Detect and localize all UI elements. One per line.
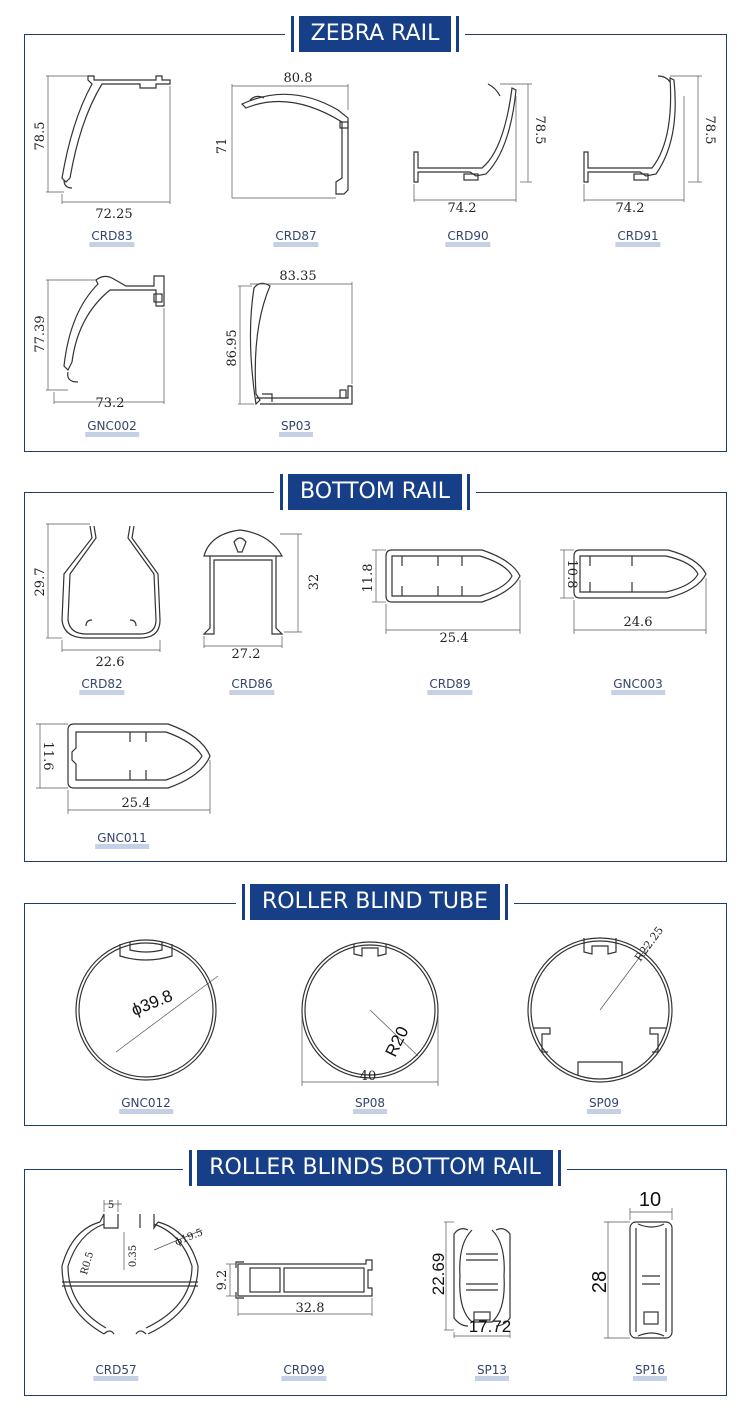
profile-sp16-drawing [590,1184,700,1344]
profile-gnc011 [32,714,222,824]
section-title: BOTTOM RAIL [288,474,462,510]
profile-sp13 [420,1214,540,1344]
profile-gnc003-drawing [550,540,720,650]
profile-label: SP09 [587,1097,621,1114]
section-title: ROLLER BLINDS BOTTOM RAIL [197,1150,552,1186]
profile-gnc012-drawing [70,930,230,1090]
profile-sp08 [296,930,456,1090]
dim-height: 78.5 [532,115,547,145]
profile-crd57-drawing [48,1196,218,1346]
dim-width: 80.8 [283,71,313,86]
dim-width: 74.2 [615,201,645,216]
dim-width: 22.6 [95,655,125,670]
dim-width: 32.8 [295,1301,325,1316]
profile-crd86-drawing [190,516,350,676]
profile-gnc012 [70,930,230,1090]
profile-label: GNC012 [119,1097,173,1114]
dim-width: 72.25 [95,207,133,222]
profile-crd89-drawing [362,540,532,650]
section-title-wrap [0,884,750,920]
dim-width: 74.2 [447,201,477,216]
section-title: ROLLER BLIND TUBE [250,884,500,920]
dim-height: 11.8 [361,563,376,593]
dim-width: 10 [638,1189,662,1211]
dim-width: 27.2 [231,647,261,662]
section-title-wrap [0,474,750,510]
profile-label: SP08 [353,1097,387,1114]
dim-height: 22.69 [429,1252,448,1296]
dim-width: 40 [359,1069,377,1084]
profile-gnc011-drawing [32,714,222,824]
section-title: ZEBRA RAIL [299,16,452,52]
profile-label: CRD90 [445,230,490,247]
profile-label: CRD91 [615,230,660,247]
profile-gnc002-drawing [28,266,188,416]
dim-diameter: ϕ19.5 [173,1227,205,1249]
dim-height: 10.8 [564,559,579,589]
dim-height: 77.39 [33,315,48,353]
profile-crd91 [570,70,730,230]
dim-height: 9.2 [215,1269,230,1291]
profile-crd86 [190,516,350,676]
profile-label: CRD87 [273,230,318,247]
profile-sp16 [590,1184,700,1344]
dim-height: 29.7 [33,567,48,597]
profile-label: GNC002 [85,420,139,437]
profile-label: CRD86 [229,678,274,695]
dim-height: 78.5 [33,121,48,151]
profile-sp08-drawing [296,930,456,1090]
profile-crd83-drawing [28,70,188,230]
profile-label: SP13 [475,1364,509,1381]
dim-radius: R20 [381,1023,413,1060]
profile-gnc003 [550,540,720,650]
profile-sp03 [220,268,370,418]
dim-height: 71 [215,137,230,155]
profile-crd90 [400,70,560,230]
dim-height: 78.5 [702,115,717,145]
dim-width: 25.4 [121,796,151,811]
profile-crd89 [362,540,532,650]
dim-height: 11.6 [40,741,55,771]
profile-gnc002 [28,266,188,416]
section-title-wrap [0,16,750,52]
profile-label: SP16 [633,1364,667,1381]
profile-label: GNC011 [95,832,149,849]
profile-crd91-drawing [570,70,730,230]
profile-label: CRD83 [89,230,134,247]
dim-height: 32 [307,573,322,591]
dim-width: 24.6 [623,615,653,630]
dim-width: 17.72 [468,1317,512,1336]
profile-crd87-drawing [210,70,370,230]
dim-slot: 5 [107,1200,115,1211]
profile-label: SP03 [279,420,313,437]
section-title-wrap [0,1150,750,1186]
profile-sp09-drawing [520,924,690,1094]
profile-sp13-drawing [420,1214,540,1344]
profile-label: CRD99 [281,1364,326,1381]
dim-width: 73.2 [95,396,125,411]
dim-radius: R22.25 [632,924,667,964]
profile-crd99 [216,1240,386,1330]
profile-label: GNC003 [611,678,665,695]
profile-crd83 [28,70,188,230]
dim-thickness: 0.35 [128,1244,139,1268]
profile-crd82 [28,516,188,676]
profile-crd90-drawing [400,70,560,230]
profile-sp09 [520,924,690,1094]
dim-width: 25.4 [439,631,469,646]
dim-width: 83.35 [279,269,317,284]
profile-crd57 [48,1196,218,1346]
profile-crd99-drawing [216,1240,386,1330]
dim-height: 28 [589,1270,611,1294]
dim-radius: R0.5 [79,1250,97,1277]
profile-label: CRD82 [79,678,124,695]
dim-height: 86.95 [225,329,240,367]
profile-crd82-drawing [28,516,188,676]
profile-label: CRD89 [427,678,472,695]
profile-crd87 [210,70,370,230]
dim-diameter: ϕ39.8 [128,986,176,1020]
profile-label: CRD57 [93,1364,138,1381]
profile-sp03-drawing [220,268,370,418]
